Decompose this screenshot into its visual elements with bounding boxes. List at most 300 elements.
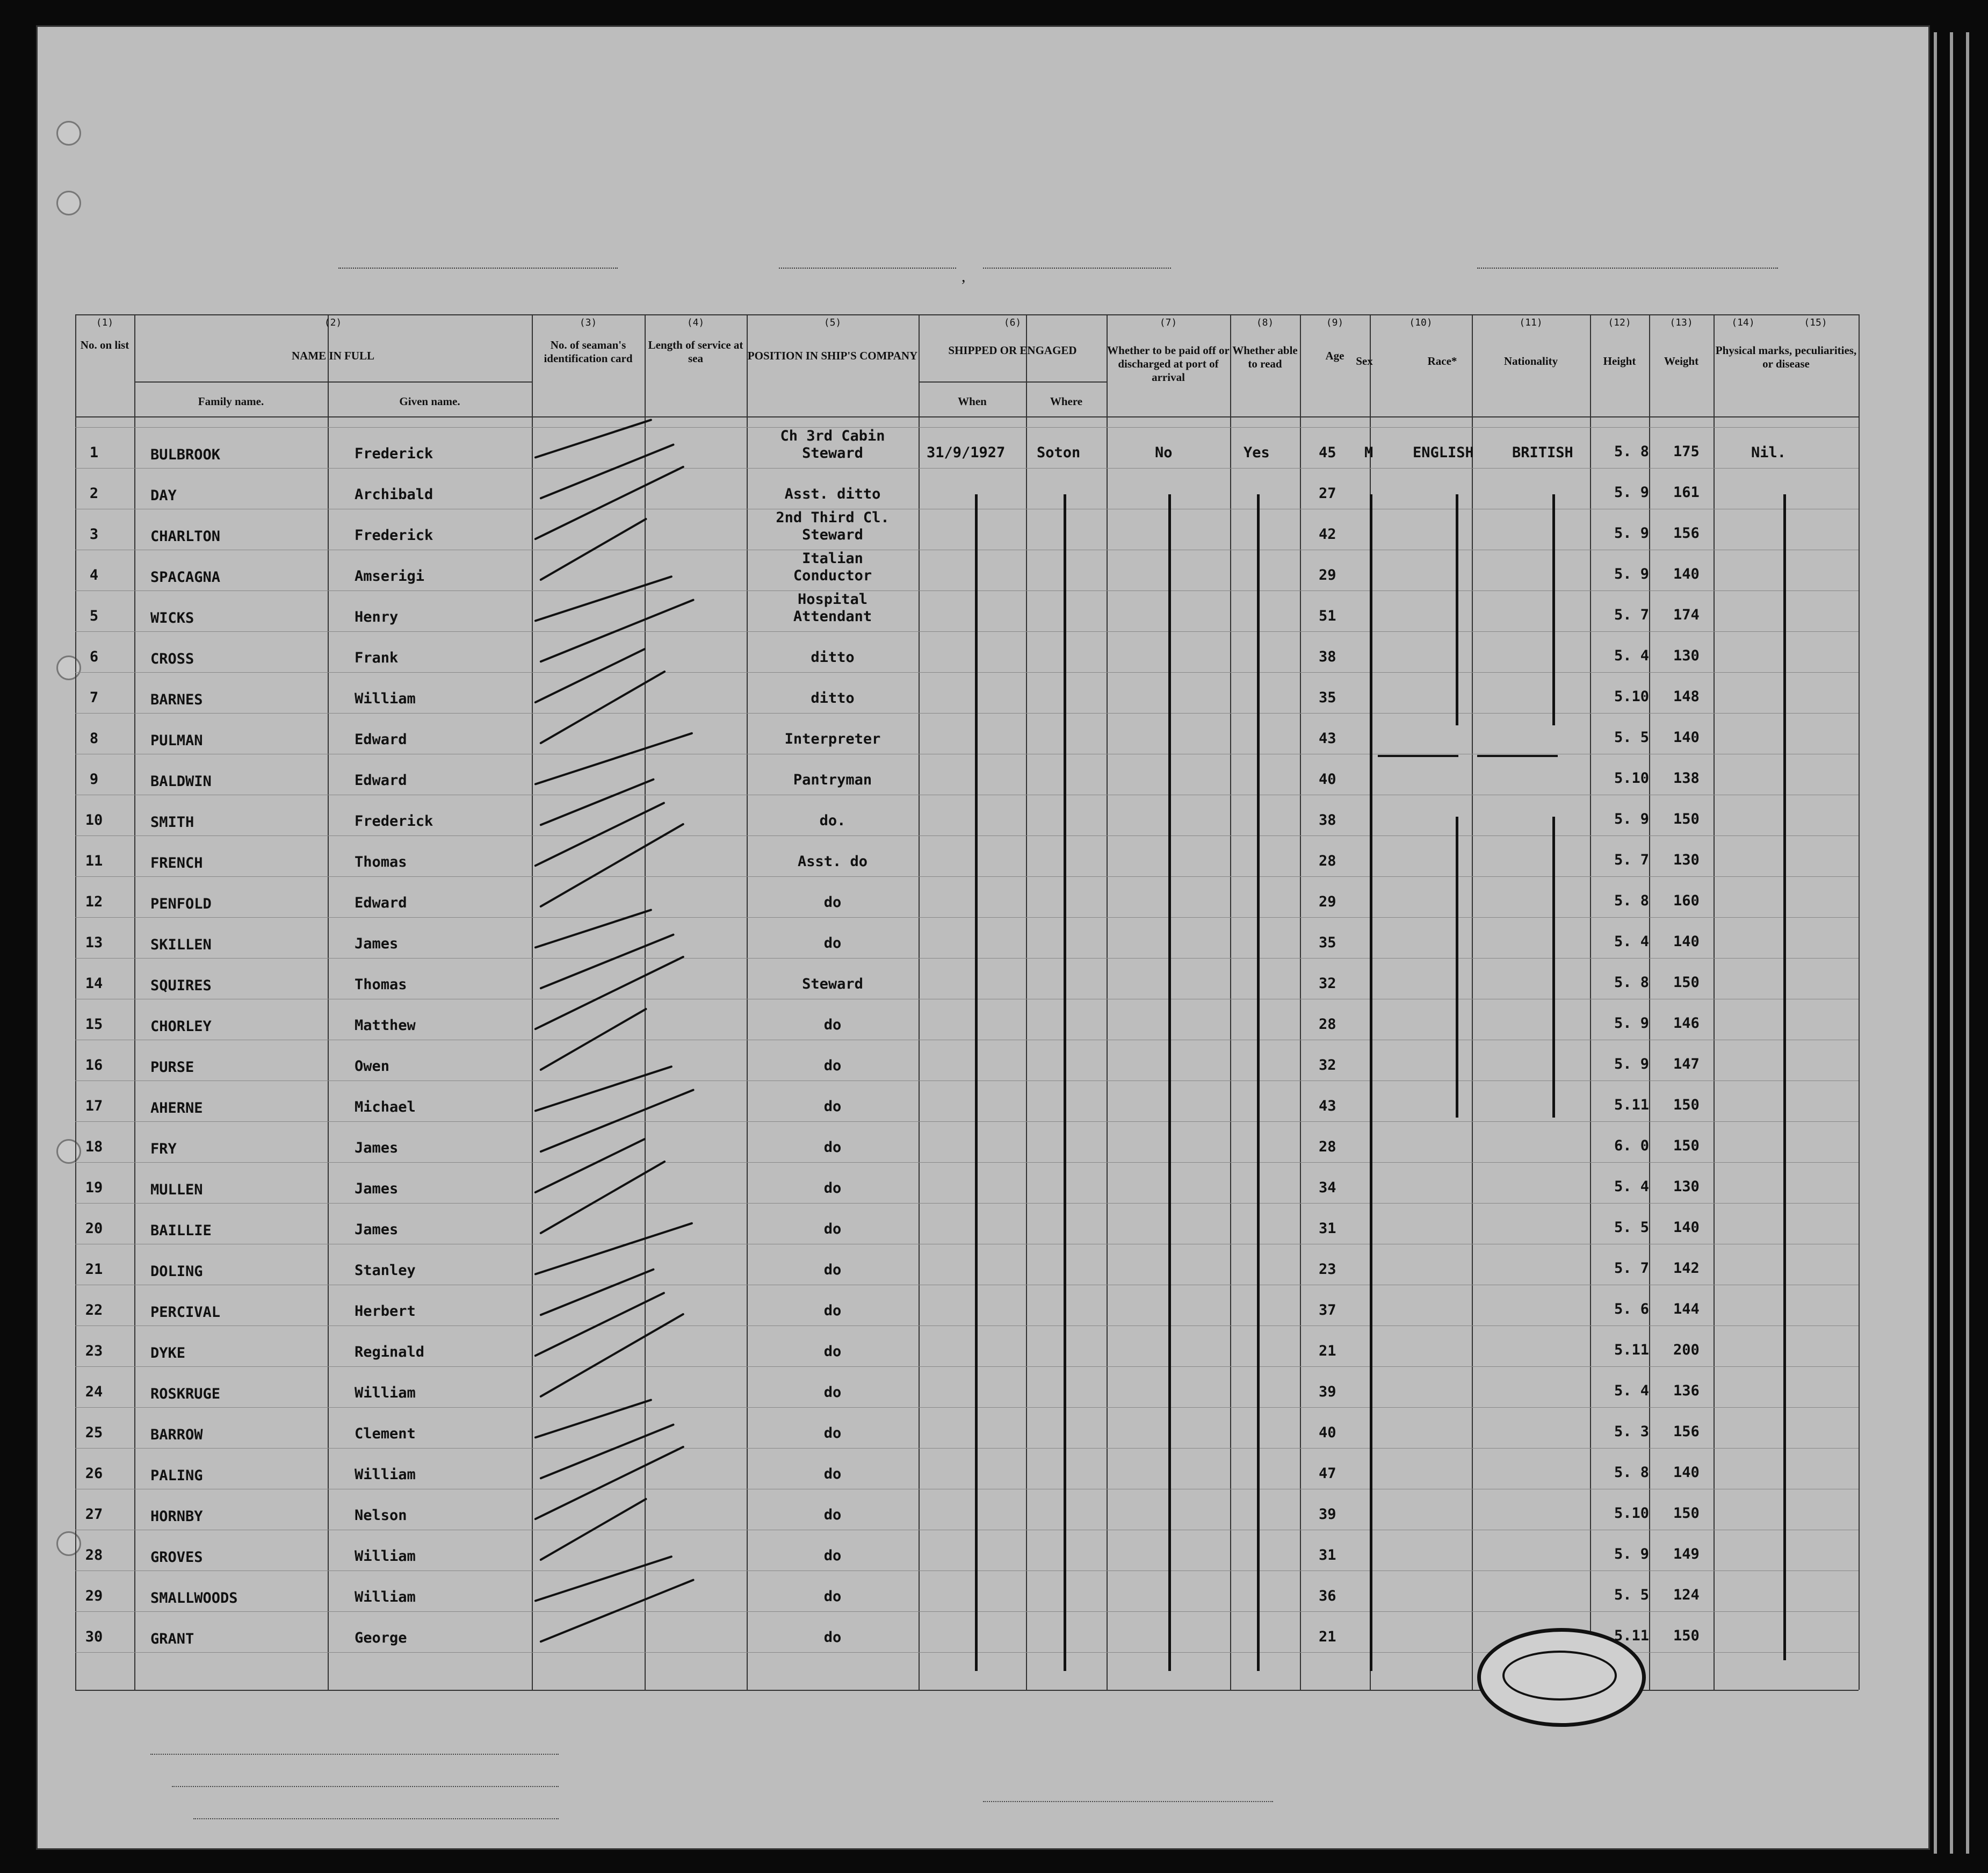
weight: 150	[1673, 1505, 1700, 1522]
able-to-read: Yes	[1244, 444, 1270, 461]
height: 5. 9	[1614, 566, 1650, 582]
family-name: CROSS	[150, 651, 194, 667]
age: 35	[1319, 689, 1336, 706]
header-paid-off: Whether to be paid off or discharged at port of arrival	[1107, 344, 1230, 384]
table-row	[38, 1489, 1928, 1530]
header-name-in-full: NAME IN FULL	[291, 349, 374, 362]
column-number: (7)	[1159, 317, 1177, 328]
given-name: Archibald	[355, 486, 433, 503]
table-row	[38, 1244, 1928, 1285]
position: do	[823, 894, 842, 911]
column-number: (5)	[823, 317, 842, 328]
family-name: SQUIRES	[150, 977, 212, 994]
row-number: 22	[85, 1302, 103, 1319]
table-row	[38, 672, 1928, 713]
given-name: Frank	[355, 650, 399, 666]
position: do	[823, 1384, 842, 1401]
column-number: (6)	[1003, 317, 1022, 328]
family-name: HORNBY	[150, 1508, 203, 1525]
given-name: James	[355, 1221, 399, 1238]
mm-office-stamp	[1477, 1628, 1646, 1727]
given-name: William	[355, 1466, 416, 1483]
table-row	[38, 1040, 1928, 1080]
weight: 142	[1673, 1260, 1700, 1277]
weight: 130	[1673, 1178, 1700, 1195]
given-name: Edward	[355, 895, 407, 911]
height: 5. 8	[1614, 974, 1650, 991]
header-shipped: SHIPPED OR ENGAGED	[948, 344, 1077, 357]
age: 29	[1319, 567, 1336, 583]
race: ENGLISH	[1413, 444, 1474, 461]
table-row	[38, 468, 1928, 509]
row-number: 15	[85, 1016, 103, 1033]
row-number: 24	[85, 1384, 103, 1400]
given-name: Edward	[355, 731, 407, 748]
header-family-name: Family name.	[198, 395, 264, 408]
table-row	[38, 713, 1928, 754]
sex: M	[1364, 444, 1373, 461]
age: 36	[1319, 1588, 1336, 1604]
header-sex: Sex	[1356, 355, 1373, 368]
table-row	[38, 1366, 1928, 1407]
weight: 160	[1673, 892, 1700, 909]
header-given-name: Given name.	[399, 395, 460, 408]
row-number: 17	[85, 1098, 103, 1114]
ditto-mark	[1064, 494, 1066, 1671]
weight: 147	[1673, 1056, 1700, 1072]
table-row	[38, 1285, 1928, 1325]
age: 39	[1319, 1384, 1336, 1400]
table-row	[38, 1325, 1928, 1366]
family-name: GRANT	[150, 1631, 194, 1647]
position: Interpreter	[784, 731, 881, 747]
position-line-1: Ch 3rd Cabin	[780, 428, 885, 444]
height: 5. 6	[1614, 1301, 1650, 1317]
row-number: 7	[89, 689, 99, 706]
position: Steward	[802, 445, 863, 462]
position: do	[823, 1547, 842, 1564]
position-line-1: Italian	[802, 550, 863, 567]
position: Pantryman	[793, 772, 872, 788]
ditto-mark	[1370, 494, 1372, 1671]
given-name: Reginald	[355, 1344, 425, 1360]
table-row	[38, 958, 1928, 999]
position: do	[823, 1588, 842, 1605]
row-number: 19	[85, 1179, 103, 1196]
weight: 156	[1673, 525, 1700, 542]
table-row	[38, 835, 1928, 876]
family-name: CHORLEY	[150, 1018, 212, 1035]
height: 5. 8	[1614, 443, 1650, 460]
ditto-mark	[975, 494, 978, 1671]
height: 5.10	[1614, 1505, 1650, 1522]
height: 5. 9	[1614, 811, 1650, 827]
row-number: 30	[85, 1629, 103, 1645]
weight: 175	[1673, 443, 1700, 460]
position: Asst. do	[797, 853, 868, 870]
table-row	[38, 1080, 1928, 1121]
family-name: SMALLWOODS	[150, 1590, 238, 1607]
family-name: BALDWIN	[150, 773, 212, 790]
given-name: Matthew	[355, 1017, 416, 1034]
age: 28	[1319, 1139, 1336, 1155]
paid-off: No	[1155, 444, 1173, 461]
weight: 124	[1673, 1587, 1700, 1603]
height: 5. 8	[1614, 892, 1650, 909]
column-number: (13)	[1669, 317, 1693, 328]
table-row	[38, 1121, 1928, 1162]
table-row	[38, 1407, 1928, 1448]
height: 5. 7	[1614, 607, 1650, 623]
ditto-mark	[1168, 494, 1171, 1671]
column-number: (10)	[1409, 317, 1433, 328]
family-name: DOLING	[150, 1263, 203, 1280]
family-name: PURSE	[150, 1059, 194, 1076]
shipped-when: 31/9/1927	[927, 444, 1006, 461]
position: do	[823, 1343, 842, 1360]
shipped-subheader-line	[919, 381, 1107, 383]
ditto-mark	[1552, 494, 1555, 725]
weight: 140	[1673, 566, 1700, 582]
physical-marks: Nil.	[1751, 444, 1787, 461]
given-name: Clement	[355, 1425, 416, 1442]
height: 5.11	[1614, 1097, 1650, 1113]
table-row	[38, 550, 1928, 590]
row-number: 6	[89, 649, 99, 665]
header-height: Height	[1603, 355, 1636, 368]
weight: 200	[1673, 1342, 1700, 1358]
header-where: Where	[1050, 395, 1083, 408]
family-name: ROSKRUGE	[150, 1386, 221, 1402]
column-number: (1)	[96, 317, 114, 328]
family-name: PALING	[150, 1467, 203, 1484]
height: 5.11	[1614, 1342, 1650, 1358]
manifest-sheet: , (1) (2) (3) (4) (5) (6) (7) (8) (9) (10) (11) (12) (13) (14) (15) No. on list NAME IN FULL Family name. Given name. No. of seaman's identification card Length of service at sea POSITION IN SHIP'S COMPANY SHIPPED OR ENGAGED When Where Whether to be paid off or discharged at port of arrival Whether able to read Age Sex Race* Nationality Height Weight Physical marks, peculiarities, or disease 1 BULBROOK Frederick Ch 3rd Cabin Steward 45 5. 8 175 31/9/1927 Soton No Yes M ENGLISH BRITISH Nil. 2 DAY Archibald Asst. ditto 27 5. 9 161 3 CHARLTON Frederick 2nd Third Cl. Steward 42 5. 9 156 4 SPACAGNA Amserigi Italian Conductor 29 5. 9 140 5 WICKS Henry Hospital Attendant 51 5. 7 174 6 CROSS Frank ditto 38 5. 4 130 7 BARNES William ditto 35 5.10 148 8 PULMAN Edward Interpreter 43 5. 5 140 9 BALDWIN Edward Pantryman 40 5.10 138 10 SMITH Frederick do. 38 5. 9 150 11 FRENCH Thomas Asst. do 28 5. 7 130 12 PENFOLD Edward do 29 5. 8 160 13 SKILLEN James do 35 5. 4 140 14 SQUIRES Thomas Steward 32 5. 8 150 15 CHORLEY Matthew do 28 5. 9 146 16 PURSE Owen do 32 5. 9 147 17 AHERNE Michael do 43 5.11 150 18 FRY James do 28 6. 0 150 19 MULLEN James do 34 5. 4 130 20 BAILLIE James do 31 5. 5 140 21 DOLING Stanley do 23 5. 7 142 22 PERCIVAL Herbert do 37 5. 6 144 23 DYKE Reginald do 21 5.11 200 24 ROSKRUGE William do 39 5. 4 136 25 BARROW Clement do 40 5. 3 156 26 PALING William do 47 5. 8 140 27 HORNBY Nelson do 39 5.10 150 28 GROVES William do 31 5. 9 149 29 SMALLWOODS William do 36 5. 5 124 30 GRANT George do 21 5.11 150	[38, 27, 1928, 1848]
ditto-mark	[1456, 494, 1458, 725]
table-row	[38, 1530, 1928, 1571]
family-name: GROVES	[150, 1549, 203, 1566]
age: 21	[1319, 1343, 1336, 1359]
age: 39	[1319, 1506, 1336, 1523]
weight: 130	[1673, 852, 1700, 868]
column-number: (2)	[324, 317, 342, 328]
family-name: PENFOLD	[150, 896, 212, 912]
weight: 130	[1673, 647, 1700, 664]
family-name: BAILLIE	[150, 1222, 212, 1239]
row-number: 5	[89, 608, 99, 624]
family-name: DYKE	[150, 1345, 186, 1361]
height: 5. 9	[1614, 1546, 1650, 1562]
row-number: 8	[89, 730, 99, 747]
vessel-name	[338, 268, 618, 269]
table-row	[38, 1162, 1928, 1203]
weight: 149	[1673, 1546, 1700, 1562]
height: 5. 9	[1614, 1015, 1650, 1032]
age: 47	[1319, 1465, 1336, 1482]
position-line-1: 2nd Third Cl.	[776, 509, 890, 526]
given-name: William	[355, 1589, 416, 1605]
height: 5. 5	[1614, 729, 1650, 746]
age: 21	[1319, 1629, 1336, 1645]
column-number: (9)	[1326, 317, 1344, 328]
age: 38	[1319, 649, 1336, 665]
table-row	[38, 917, 1928, 958]
given-name: Herbert	[355, 1303, 416, 1320]
row-number: 20	[85, 1220, 103, 1237]
header-length-service: Length of service at sea	[648, 338, 743, 365]
height: 5. 4	[1614, 1382, 1650, 1399]
table-row	[38, 631, 1928, 672]
family-name: DAY	[150, 487, 177, 504]
table-row	[38, 999, 1928, 1040]
height: 5. 7	[1614, 1260, 1650, 1277]
given-name: James	[355, 1140, 399, 1156]
height: 5. 8	[1614, 1464, 1650, 1481]
height: 5. 5	[1614, 1587, 1650, 1603]
given-name: Thomas	[355, 976, 407, 993]
weight: 150	[1673, 1627, 1700, 1644]
family-name: CHARLTON	[150, 528, 221, 545]
age: 43	[1319, 730, 1336, 747]
position: ditto	[811, 649, 855, 666]
position: do	[823, 1425, 842, 1442]
weight: 174	[1673, 607, 1700, 623]
header-nationality: Nationality	[1503, 355, 1558, 368]
column-number: (4)	[686, 317, 705, 328]
row-number: 25	[85, 1424, 103, 1441]
age: 31	[1319, 1547, 1336, 1564]
weight: 150	[1673, 1097, 1700, 1113]
family-name: SKILLEN	[150, 936, 212, 953]
position: do	[823, 1139, 842, 1156]
row-number: 26	[85, 1465, 103, 1482]
column-number: (8)	[1256, 317, 1274, 328]
ditto-mark	[1552, 817, 1555, 1118]
ditto-mark	[1257, 494, 1260, 1671]
column-number: (11)	[1519, 317, 1543, 328]
weight: 140	[1673, 933, 1700, 950]
row-number: 3	[89, 526, 99, 543]
height: 5.10	[1614, 688, 1650, 705]
age: 27	[1319, 485, 1336, 502]
given-name: William	[355, 1548, 416, 1565]
row-number: 23	[85, 1343, 103, 1359]
position: do	[823, 1629, 842, 1646]
age: 40	[1319, 771, 1336, 788]
position: do	[823, 1180, 842, 1197]
age: 31	[1319, 1220, 1336, 1237]
row-number: 4	[89, 567, 99, 583]
column-number: (12)	[1608, 317, 1631, 328]
punch-hole	[56, 191, 81, 215]
position: do	[823, 1262, 842, 1278]
position: do	[823, 935, 842, 952]
age: 45	[1319, 444, 1336, 461]
weight: 148	[1673, 688, 1700, 705]
header-when: When	[958, 395, 987, 408]
age: 35	[1319, 934, 1336, 951]
ditto-mark	[1783, 494, 1786, 1660]
family-name: AHERNE	[150, 1100, 203, 1116]
header-bottom-line	[75, 416, 1859, 417]
position: do	[823, 1057, 842, 1074]
row-number: 27	[85, 1506, 103, 1523]
arrival-date	[983, 268, 1171, 269]
age: 40	[1319, 1424, 1336, 1441]
weight: 140	[1673, 1219, 1700, 1236]
row-number: 13	[85, 934, 103, 951]
height: 5. 5	[1614, 1219, 1650, 1236]
row-number: 18	[85, 1139, 103, 1155]
row-number: 9	[89, 771, 99, 788]
height: 5. 3	[1614, 1423, 1650, 1440]
given-name: James	[355, 1180, 399, 1197]
given-name: Frederick	[355, 527, 433, 544]
age: 29	[1319, 894, 1336, 910]
row-number: 10	[85, 812, 103, 829]
position: Attendant	[793, 608, 872, 625]
family-name: WICKS	[150, 610, 194, 626]
given-name: Amserigi	[355, 568, 425, 585]
height: 5. 4	[1614, 933, 1650, 950]
given-name: Frederick	[355, 813, 433, 830]
position: do.	[819, 812, 846, 829]
table-row	[38, 1571, 1928, 1611]
family-name: SMITH	[150, 814, 194, 831]
weight: 150	[1673, 1137, 1700, 1154]
weight: 146	[1673, 1015, 1700, 1032]
age: 28	[1319, 853, 1336, 869]
given-name: Frederick	[355, 445, 433, 462]
row-number: 28	[85, 1547, 103, 1564]
given-name: Nelson	[355, 1507, 407, 1524]
height: 5. 4	[1614, 647, 1650, 664]
row-number: 1	[89, 444, 99, 461]
height: 5. 9	[1614, 525, 1650, 542]
position: do	[823, 1302, 842, 1319]
weight: 156	[1673, 1423, 1700, 1440]
age: 37	[1319, 1302, 1336, 1319]
stacked-page-edges	[1928, 32, 1982, 1854]
shipped-where: Soton	[1037, 444, 1081, 461]
header-no-on-list: No. on list	[80, 338, 129, 351]
nationality: BRITISH	[1512, 444, 1573, 461]
weight: 144	[1673, 1301, 1700, 1317]
table-row	[38, 1448, 1928, 1489]
given-name: William	[355, 690, 416, 707]
age: 42	[1319, 526, 1336, 543]
row-number: 29	[85, 1588, 103, 1604]
height: 5. 4	[1614, 1178, 1650, 1195]
family-name: FRENCH	[150, 855, 203, 871]
row-number: 12	[85, 894, 103, 910]
position: do	[823, 1098, 842, 1115]
age: 23	[1319, 1261, 1336, 1278]
table-top-line	[75, 314, 1859, 315]
row-number: 16	[85, 1057, 103, 1074]
height: 5.10	[1614, 770, 1650, 787]
table-row	[38, 876, 1928, 917]
header-age: Age	[1325, 349, 1344, 362]
position: ditto	[811, 690, 855, 707]
ditto-mark	[1456, 817, 1458, 1118]
given-name: Stanley	[355, 1262, 416, 1279]
departure-port	[1477, 268, 1778, 269]
table-row	[38, 754, 1928, 795]
arrival-port	[779, 268, 956, 269]
height: 6. 0	[1614, 1137, 1650, 1154]
column-number: (3)	[579, 317, 597, 328]
row-number: 14	[85, 975, 103, 992]
row-number: 2	[89, 485, 99, 502]
given-name: James	[355, 935, 399, 952]
given-name: Owen	[355, 1058, 390, 1075]
age: 32	[1319, 975, 1336, 992]
weight: 136	[1673, 1382, 1700, 1399]
height: 5. 7	[1614, 852, 1650, 868]
family-name: SPACAGNA	[150, 569, 221, 586]
header-physical-marks: Physical marks, peculiarities, or disease	[1715, 344, 1857, 370]
height: 5. 9	[1614, 484, 1650, 501]
table-row	[38, 427, 1928, 468]
family-name: BARROW	[150, 1427, 203, 1443]
height: 5. 9	[1614, 1056, 1650, 1072]
table-row	[38, 1611, 1928, 1652]
family-name: FRY	[150, 1141, 177, 1157]
weight: 138	[1673, 770, 1700, 787]
family-name: BULBROOK	[150, 446, 221, 463]
weight: 150	[1673, 974, 1700, 991]
position: Conductor	[793, 567, 872, 584]
weight: 150	[1673, 811, 1700, 827]
given-name: Edward	[355, 772, 407, 789]
position-line-1: Hospital	[797, 591, 868, 608]
height: 5.11	[1614, 1627, 1650, 1644]
position: Steward	[802, 976, 863, 992]
age: 32	[1319, 1057, 1336, 1074]
header-position: POSITION IN SHIP'S COMPANY	[747, 349, 918, 362]
given-name: George	[355, 1630, 407, 1646]
weight: 140	[1673, 729, 1700, 746]
row-number: 21	[85, 1261, 103, 1278]
given-name: Thomas	[355, 854, 407, 870]
family-name: PERCIVAL	[150, 1304, 221, 1321]
column-number: (15)	[1804, 317, 1827, 328]
position: Steward	[802, 527, 863, 543]
position: do	[823, 1466, 842, 1482]
age: 43	[1319, 1098, 1336, 1114]
weight: 140	[1673, 1464, 1700, 1481]
column-number: (14)	[1731, 317, 1755, 328]
age: 34	[1319, 1179, 1336, 1196]
given-name: Michael	[355, 1099, 416, 1115]
family-name: MULLEN	[150, 1182, 203, 1198]
table-row	[38, 795, 1928, 835]
header-seamans-card: No. of seaman's identification card	[544, 338, 633, 365]
table-row	[38, 1203, 1928, 1244]
age: 28	[1319, 1016, 1336, 1033]
row-number: 11	[85, 853, 103, 869]
punch-hole	[56, 121, 81, 146]
name-subheader-line	[134, 381, 532, 383]
family-name: PULMAN	[150, 732, 203, 749]
given-name: Henry	[355, 609, 399, 625]
table-row	[38, 509, 1928, 550]
header-weight: Weight	[1664, 355, 1699, 368]
weight: 161	[1673, 484, 1700, 501]
given-name: William	[355, 1385, 416, 1401]
position: Asst. ditto	[784, 486, 881, 502]
